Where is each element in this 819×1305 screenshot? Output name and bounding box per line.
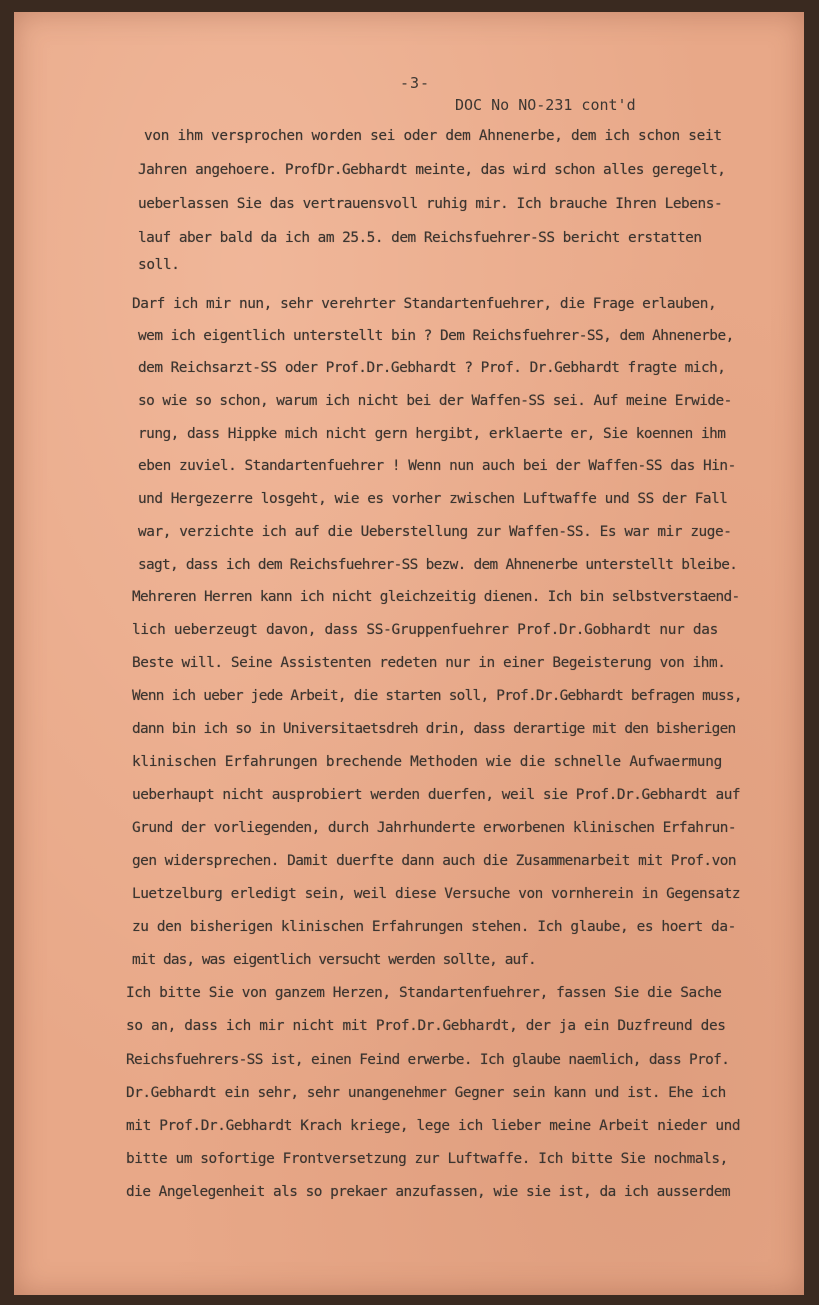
text-line: Jahren angehoere. ProfDr.Gebhardt meinte, das wird schon alles geregelt,: [138, 162, 726, 178]
text-line: eben zuviel. Standartenfuehrer ! Wenn nun auch bei der Waffen-SS das Hin-: [138, 458, 736, 474]
text-line: und Hergezerre losgeht, wie es vorher zwischen Luftwaffe und SS der Fall: [138, 491, 728, 507]
text-line: mit Prof.Dr.Gebhardt Krach kriege, lege ich lieber meine Arbeit nieder und: [126, 1118, 741, 1134]
page-number: -3-: [400, 74, 431, 92]
text-line: mit das, was eigentlich versucht werden sollte, auf.: [132, 952, 536, 968]
text-line: soll.: [138, 257, 180, 273]
text-line: Grund der vorliegenden, durch Jahrhunderte erworbenen klinischen Erfahrun-: [132, 820, 737, 836]
text-line: sagt, dass ich dem Reichsfuehrer-SS bezw. dem Ahnenerbe unterstellt bleibe.: [138, 557, 738, 573]
text-line: ueberhaupt nicht ausprobiert werden duerfen, weil sie Prof.Dr.Gebhardt auf: [132, 787, 741, 803]
text-line: wem ich eigentlich unterstellt bin ? Dem Reichsfuehrer-SS, dem Ahnenerbe,: [138, 328, 734, 344]
text-line: so an, dass ich mir nicht mit Prof.Dr.Gebhardt, der ja ein Duzfreund des: [126, 1018, 726, 1034]
text-line: Beste will. Seine Assistenten redeten nur in einer Begeisterung von ihm.: [132, 655, 726, 671]
text-line: ueberlassen Sie das vertrauensvoll ruhig mir. Ich brauche Ihren Lebens-: [138, 196, 723, 212]
text-line: dem Reichsarzt-SS oder Prof.Dr.Gebhardt ? Prof. Dr.Gebhardt fragte mich,: [138, 360, 726, 376]
text-line: gen widersprechen. Damit duerfte dann auch die Zusammenarbeit mit Prof.von: [132, 853, 737, 869]
text-line: Darf ich mir nun, sehr verehrter Standartenfuehrer, die Frage erlauben,: [132, 296, 717, 312]
text-line: klinischen Erfahrungen brechende Methoden wie die schnelle Aufwaermung: [132, 754, 723, 770]
text-line: die Angelegenheit als so prekaer anzufassen, wie sie ist, da ich ausserdem: [126, 1184, 731, 1200]
document-reference: DOC No NO-231 cont'd: [455, 96, 636, 114]
text-line: Dr.Gebhardt ein sehr, sehr unangenehmer Gegner sein kann und ist. Ehe ich: [126, 1085, 726, 1101]
text-line: Mehreren Herren kann ich nicht gleichzeitig dienen. Ich bin selbstverstaend-: [132, 589, 740, 605]
text-line: zu den bisherigen klinischen Erfahrungen stehen. Ich glaube, es hoert da-: [132, 919, 736, 935]
text-line: dann bin ich so in Universitaetsdreh drin, dass derartige mit den bisherigen: [132, 721, 736, 737]
document-page: [14, 12, 804, 1295]
text-line: bitte um sofortige Frontversetzung zur Luftwaffe. Ich bitte Sie nochmals,: [126, 1151, 728, 1167]
text-line: so wie so schon, warum ich nicht bei der Waffen-SS sei. Auf meine Erwide-: [138, 393, 732, 409]
text-line: Reichsfuehrers-SS ist, einen Feind erwerbe. Ich glaube naemlich, dass Prof.: [126, 1052, 730, 1068]
text-line: lauf aber bald da ich am 25.5. dem Reichsfuehrer-SS bericht erstatten: [138, 230, 702, 246]
text-line: war, verzichte ich auf die Ueberstellung zur Waffen-SS. Es war mir zuge-: [138, 524, 732, 540]
text-line: Ich bitte Sie von ganzem Herzen, Standartenfuehrer, fassen Sie die Sache: [126, 985, 722, 1001]
text-line: lich ueberzeugt davon, dass SS-Gruppenfuehrer Prof.Dr.Gobhardt nur das: [132, 622, 719, 638]
text-line: Wenn ich ueber jede Arbeit, die starten soll, Prof.Dr.Gebhardt befragen muss,: [132, 688, 742, 704]
text-line: von ihm versprochen worden sei oder dem Ahnenerbe, dem ich schon seit: [144, 128, 722, 144]
text-line: rung, dass Hippke mich nicht gern hergibt, erklaerte er, Sie koennen ihm: [138, 426, 726, 442]
text-line: Luetzelburg erledigt sein, weil diese Versuche von vornherein in Gegensatz: [132, 886, 741, 902]
document-body: [14, 12, 804, 1295]
